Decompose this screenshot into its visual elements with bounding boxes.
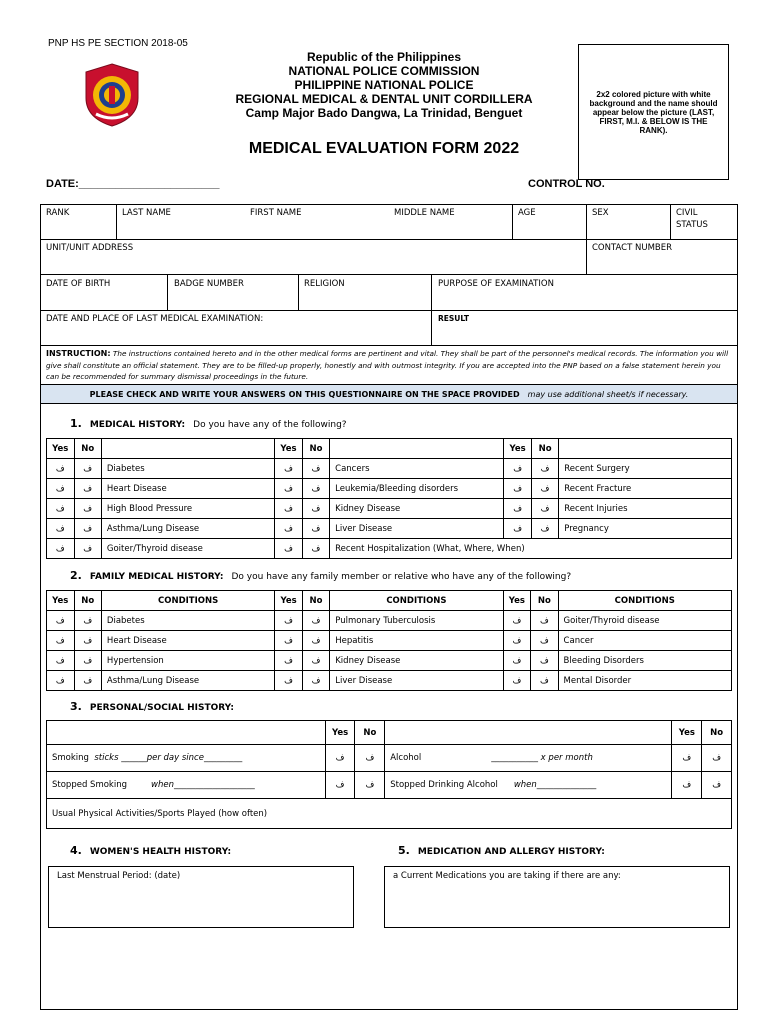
yes-checkbox[interactable]: ف: [275, 651, 303, 671]
condition-label: Diabetes: [101, 459, 274, 479]
social-history-table: Yes No Yes No Smoking sticks ______per day since_________ ف ف Alcohol ___________ x per month ف ف Stopped Smoking when___________________ ف ف Stopped Drinking Alcohol when______________ ف ف Usual Physical Activities/Sports Played (how often): [46, 720, 732, 829]
no-checkbox[interactable]: ف: [531, 459, 558, 479]
instruction-label: INSTRUCTION: [46, 349, 108, 358]
no-checkbox[interactable]: ف: [74, 651, 101, 671]
yes-checkbox[interactable]: ف: [504, 499, 532, 519]
section-medical-history-title: 1. MEDICAL HISTORY: Do you have any of the following?: [70, 417, 347, 430]
last-exam-field[interactable]: DATE AND PLACE OF LAST MEDICAL EXAMINATION:: [46, 314, 264, 324]
no-checkbox[interactable]: ف: [531, 671, 558, 691]
no-checkbox[interactable]: ف: [302, 611, 329, 631]
family-history-table: Yes No CONDITIONS Yes No CONDITIONS Yes No CONDITIONS ف ف Diabetes ف ف Pulmonary Tuberculosis ف ف Goiter/Thyroid disease ف ف Heart Disease ف ف Hepatitis ف ف Cancer ف ف Hypertension ف ف Kidney Disease ف ف Bleeding Disorders ف ف Asthma/Lung Disease ف ف Liver Disease ف ف Mental Disorder: [46, 590, 732, 691]
no-checkbox[interactable]: ف: [74, 631, 101, 651]
instruction-block: INSTRUCTION: The instructions contained hereto and in the other medical forms are pertinent and vital. They shall be part of the personnel's medical records. The information you will give shall constitute an official statement. They are to be filled-up properly, honestly and with outmost integrity. If you are accepted into the PNP based on a false statement herein you can be recommended for summary dismissal proceedings in the future.: [46, 349, 729, 381]
condition-label: Pregnancy: [559, 519, 732, 539]
no-checkbox[interactable]: ف: [74, 519, 101, 539]
form-title: MEDICAL EVALUATION FORM 2022: [248, 140, 520, 157]
condition-label: Kidney Disease: [330, 651, 503, 671]
header-pnp: PHILIPPINE NATIONAL POLICE: [294, 78, 474, 92]
condition-label: High Blood Pressure: [101, 499, 274, 519]
section-medication-title: 5. MEDICATION AND ALLERGY HISTORY:: [398, 844, 605, 857]
no-checkbox[interactable]: ف: [531, 519, 558, 539]
stopped-alcohol-yes-checkbox[interactable]: ف: [672, 772, 702, 799]
purpose-field[interactable]: PURPOSE OF EXAMINATION: [438, 279, 554, 289]
stopped-alcohol-row[interactable]: Stopped Drinking Alcohol when______________: [385, 772, 672, 799]
table-row: [47, 611, 732, 631]
yes-checkbox[interactable]: ف: [275, 459, 303, 479]
header-camp-address: Camp Major Bado Dangwa, La Trinidad, Benguet: [245, 106, 523, 120]
middle-name-field[interactable]: MIDDLE NAME: [394, 208, 455, 218]
condition-label: Recent Injuries: [559, 499, 732, 519]
no-checkbox[interactable]: ف: [74, 459, 101, 479]
alcohol-yes-checkbox[interactable]: ف: [672, 745, 702, 772]
control-number-field[interactable]: CONTROL NO.: [528, 178, 605, 190]
pnp-seal-logo: [82, 62, 142, 128]
yes-checkbox[interactable]: ف: [275, 499, 303, 519]
date-of-birth-field[interactable]: DATE OF BIRTH: [46, 279, 111, 289]
condition-label: Asthma/Lung Disease: [101, 519, 274, 539]
yes-checkbox[interactable]: ف: [275, 671, 303, 691]
alcohol-no-checkbox[interactable]: ف: [702, 745, 732, 772]
age-field[interactable]: AGE: [518, 208, 536, 218]
photo-box[interactable]: 2x2 colored picture with white background and the name should appear below the picture (LAST, FIRST, M.I. & BELOW IS THE RANK).: [578, 44, 729, 180]
yes-checkbox[interactable]: ف: [275, 611, 303, 631]
table-row: [47, 499, 732, 519]
smoking-row[interactable]: Smoking sticks ______per day since_________: [47, 745, 326, 772]
condition-label: Pulmonary Tuberculosis: [330, 611, 503, 631]
yes-checkbox[interactable]: ف: [503, 631, 531, 651]
table-row: [47, 631, 732, 651]
date-field[interactable]: DATE:_______________________: [46, 178, 220, 190]
no-checkbox[interactable]: ف: [302, 499, 329, 519]
rank-field[interactable]: RANK: [46, 208, 70, 218]
yes-checkbox[interactable]: ف: [504, 459, 532, 479]
table-row: [47, 651, 732, 671]
stopped-alcohol-no-checkbox[interactable]: ف: [702, 772, 732, 799]
condition-label: Bleeding Disorders: [558, 651, 731, 671]
no-checkbox[interactable]: ف: [74, 539, 101, 559]
yes-checkbox[interactable]: ف: [47, 519, 75, 539]
no-checkbox[interactable]: ف: [531, 651, 558, 671]
no-checkbox[interactable]: ف: [302, 539, 329, 559]
header-republic: Republic of the Philippines: [306, 50, 461, 64]
condition-label: Asthma/Lung Disease: [101, 671, 274, 691]
yes-checkbox[interactable]: ف: [47, 499, 75, 519]
section-womens-health-title: 4. WOMEN'S HEALTH HISTORY:: [70, 844, 232, 857]
first-name-field[interactable]: FIRST NAME: [250, 208, 302, 218]
condition-label: Hepatitis: [330, 631, 503, 651]
physical-activities-field[interactable]: Usual Physical Activities/Sports Played (how often): [47, 799, 732, 829]
instruction-text: The instructions contained hereto and in the other medical forms are pertinent and vital. They shall be part of the personnel's medical records. The information you will give shall constitute an official statement. They are to be filled-up properly, honestly and with outmost integrity. If you are accepted into the PNP based on a false statement herein you can be recommended for summary dismissal proceedings in the future.: [46, 349, 729, 381]
religion-field[interactable]: RELIGION: [304, 279, 345, 289]
yes-checkbox[interactable]: ف: [47, 539, 75, 559]
table-row: [47, 671, 732, 691]
smoking-yes-checkbox[interactable]: ف: [325, 745, 355, 772]
condition-label: Recent Fracture: [559, 479, 732, 499]
no-checkbox[interactable]: ف: [74, 611, 101, 631]
section-family-history-title: 2. FAMILY MEDICAL HISTORY: Do you have any family member or relative who have any of the following?: [70, 569, 572, 582]
condition-label: Heart Disease: [101, 631, 274, 651]
no-checkbox[interactable]: ف: [302, 479, 329, 499]
condition-label: Liver Disease: [330, 519, 504, 539]
smoking-no-checkbox[interactable]: ف: [355, 745, 385, 772]
yes-checkbox[interactable]: ف: [275, 479, 303, 499]
table-row: [47, 479, 732, 499]
no-checkbox[interactable]: ف: [302, 519, 329, 539]
instruction-banner: PLEASE CHECK AND WRITE YOUR ANSWERS ON THIS QUESTIONNAIRE ON THE SPACE PROVIDED may use additional sheet/s if necessary.: [41, 384, 737, 404]
yes-checkbox[interactable]: ف: [47, 671, 75, 691]
no-checkbox[interactable]: ف: [531, 631, 558, 651]
stopped-smoking-yes-checkbox[interactable]: ف: [325, 772, 355, 799]
stopped-smoking-no-checkbox[interactable]: ف: [355, 772, 385, 799]
yes-checkbox[interactable]: ف: [47, 611, 75, 631]
yes-checkbox[interactable]: ف: [503, 671, 531, 691]
no-checkbox[interactable]: ف: [302, 651, 329, 671]
table-row: [47, 519, 732, 539]
no-checkbox[interactable]: ف: [531, 479, 558, 499]
yes-checkbox[interactable]: ف: [47, 459, 75, 479]
civil-status-field[interactable]: CIVIL STATUS: [676, 208, 708, 230]
stopped-smoking-row[interactable]: Stopped Smoking when___________________: [47, 772, 326, 799]
condition-label: Kidney Disease: [330, 499, 504, 519]
yes-checkbox[interactable]: ف: [504, 519, 532, 539]
header-regional-unit: REGIONAL MEDICAL & DENTAL UNIT CORDILLERA: [235, 92, 533, 106]
yes-checkbox[interactable]: ف: [275, 519, 303, 539]
condition-label: Heart Disease: [101, 479, 274, 499]
yes-checkbox[interactable]: ف: [503, 651, 531, 671]
no-checkbox[interactable]: ف: [302, 459, 329, 479]
table-row: [47, 539, 732, 559]
unit-address-field[interactable]: UNIT/UNIT ADDRESS: [46, 243, 134, 253]
result-field[interactable]: RESULT: [438, 314, 470, 323]
condition-label: Goiter/Thyroid disease: [101, 539, 274, 559]
table-row: [47, 459, 732, 479]
section-social-history-title: 3. PERSONAL/SOCIAL HISTORY:: [70, 700, 235, 713]
yes-checkbox[interactable]: ف: [275, 539, 303, 559]
yes-checkbox[interactable]: ف: [503, 611, 531, 631]
condition-label: Recent Hospitalization (What, Where, When): [330, 539, 732, 559]
condition-label: Diabetes: [101, 611, 274, 631]
no-checkbox[interactable]: ف: [302, 671, 329, 691]
badge-number-field[interactable]: BADGE NUMBER: [174, 279, 244, 289]
no-checkbox[interactable]: ف: [531, 499, 558, 519]
medical-history-table: Yes No Yes No Yes No ف ف Diabetes ف ف Cancers ف ف Recent Surgery ف ف Heart Disease ف ف Leukemia/Bleeding disorders ف ف Recent Fracture ف ف High Blood Pressure ف ف Kidney Disease ف ف Recent Injuries ف ف Asthma/Lung Disease ف ف Liver Disease ف ف Pregnancy ف ف Goiter/Thyroid disease ف ف Recent Hospitalization (What, Where, When): [46, 438, 732, 559]
yes-checkbox[interactable]: ف: [47, 651, 75, 671]
no-checkbox[interactable]: ف: [74, 671, 101, 691]
condition-label: Mental Disorder: [558, 671, 731, 691]
condition-label: Cancers: [330, 459, 504, 479]
condition-label: Cancer: [558, 631, 731, 651]
no-checkbox[interactable]: ف: [74, 499, 101, 519]
contact-number-field[interactable]: CONTACT NUMBER: [592, 243, 673, 253]
yes-checkbox[interactable]: ف: [504, 479, 532, 499]
yes-checkbox[interactable]: ف: [47, 479, 75, 499]
alcohol-row[interactable]: Alcohol ___________ x per month: [385, 745, 672, 772]
no-checkbox[interactable]: ف: [74, 479, 101, 499]
yes-checkbox[interactable]: ف: [47, 631, 75, 651]
condition-label: Goiter/Thyroid disease: [558, 611, 731, 631]
no-checkbox[interactable]: ف: [302, 631, 329, 651]
condition-label: Hypertension: [101, 651, 274, 671]
current-medications-field[interactable]: a Current Medications you are taking if there are any:: [384, 866, 730, 928]
document-code: PNP HS PE SECTION 2018-05: [48, 38, 188, 49]
last-name-field[interactable]: LAST NAME: [122, 208, 171, 218]
condition-label: Leukemia/Bleeding disorders: [330, 479, 504, 499]
last-menstrual-period-field[interactable]: Last Menstrual Period: (date): [48, 866, 354, 928]
yes-checkbox[interactable]: ف: [275, 631, 303, 651]
sex-field[interactable]: SEX: [592, 208, 609, 218]
no-checkbox[interactable]: ف: [531, 611, 558, 631]
condition-label: Liver Disease: [330, 671, 503, 691]
condition-label: Recent Surgery: [559, 459, 732, 479]
header-napolcom: NATIONAL POLICE COMMISSION: [288, 64, 480, 78]
